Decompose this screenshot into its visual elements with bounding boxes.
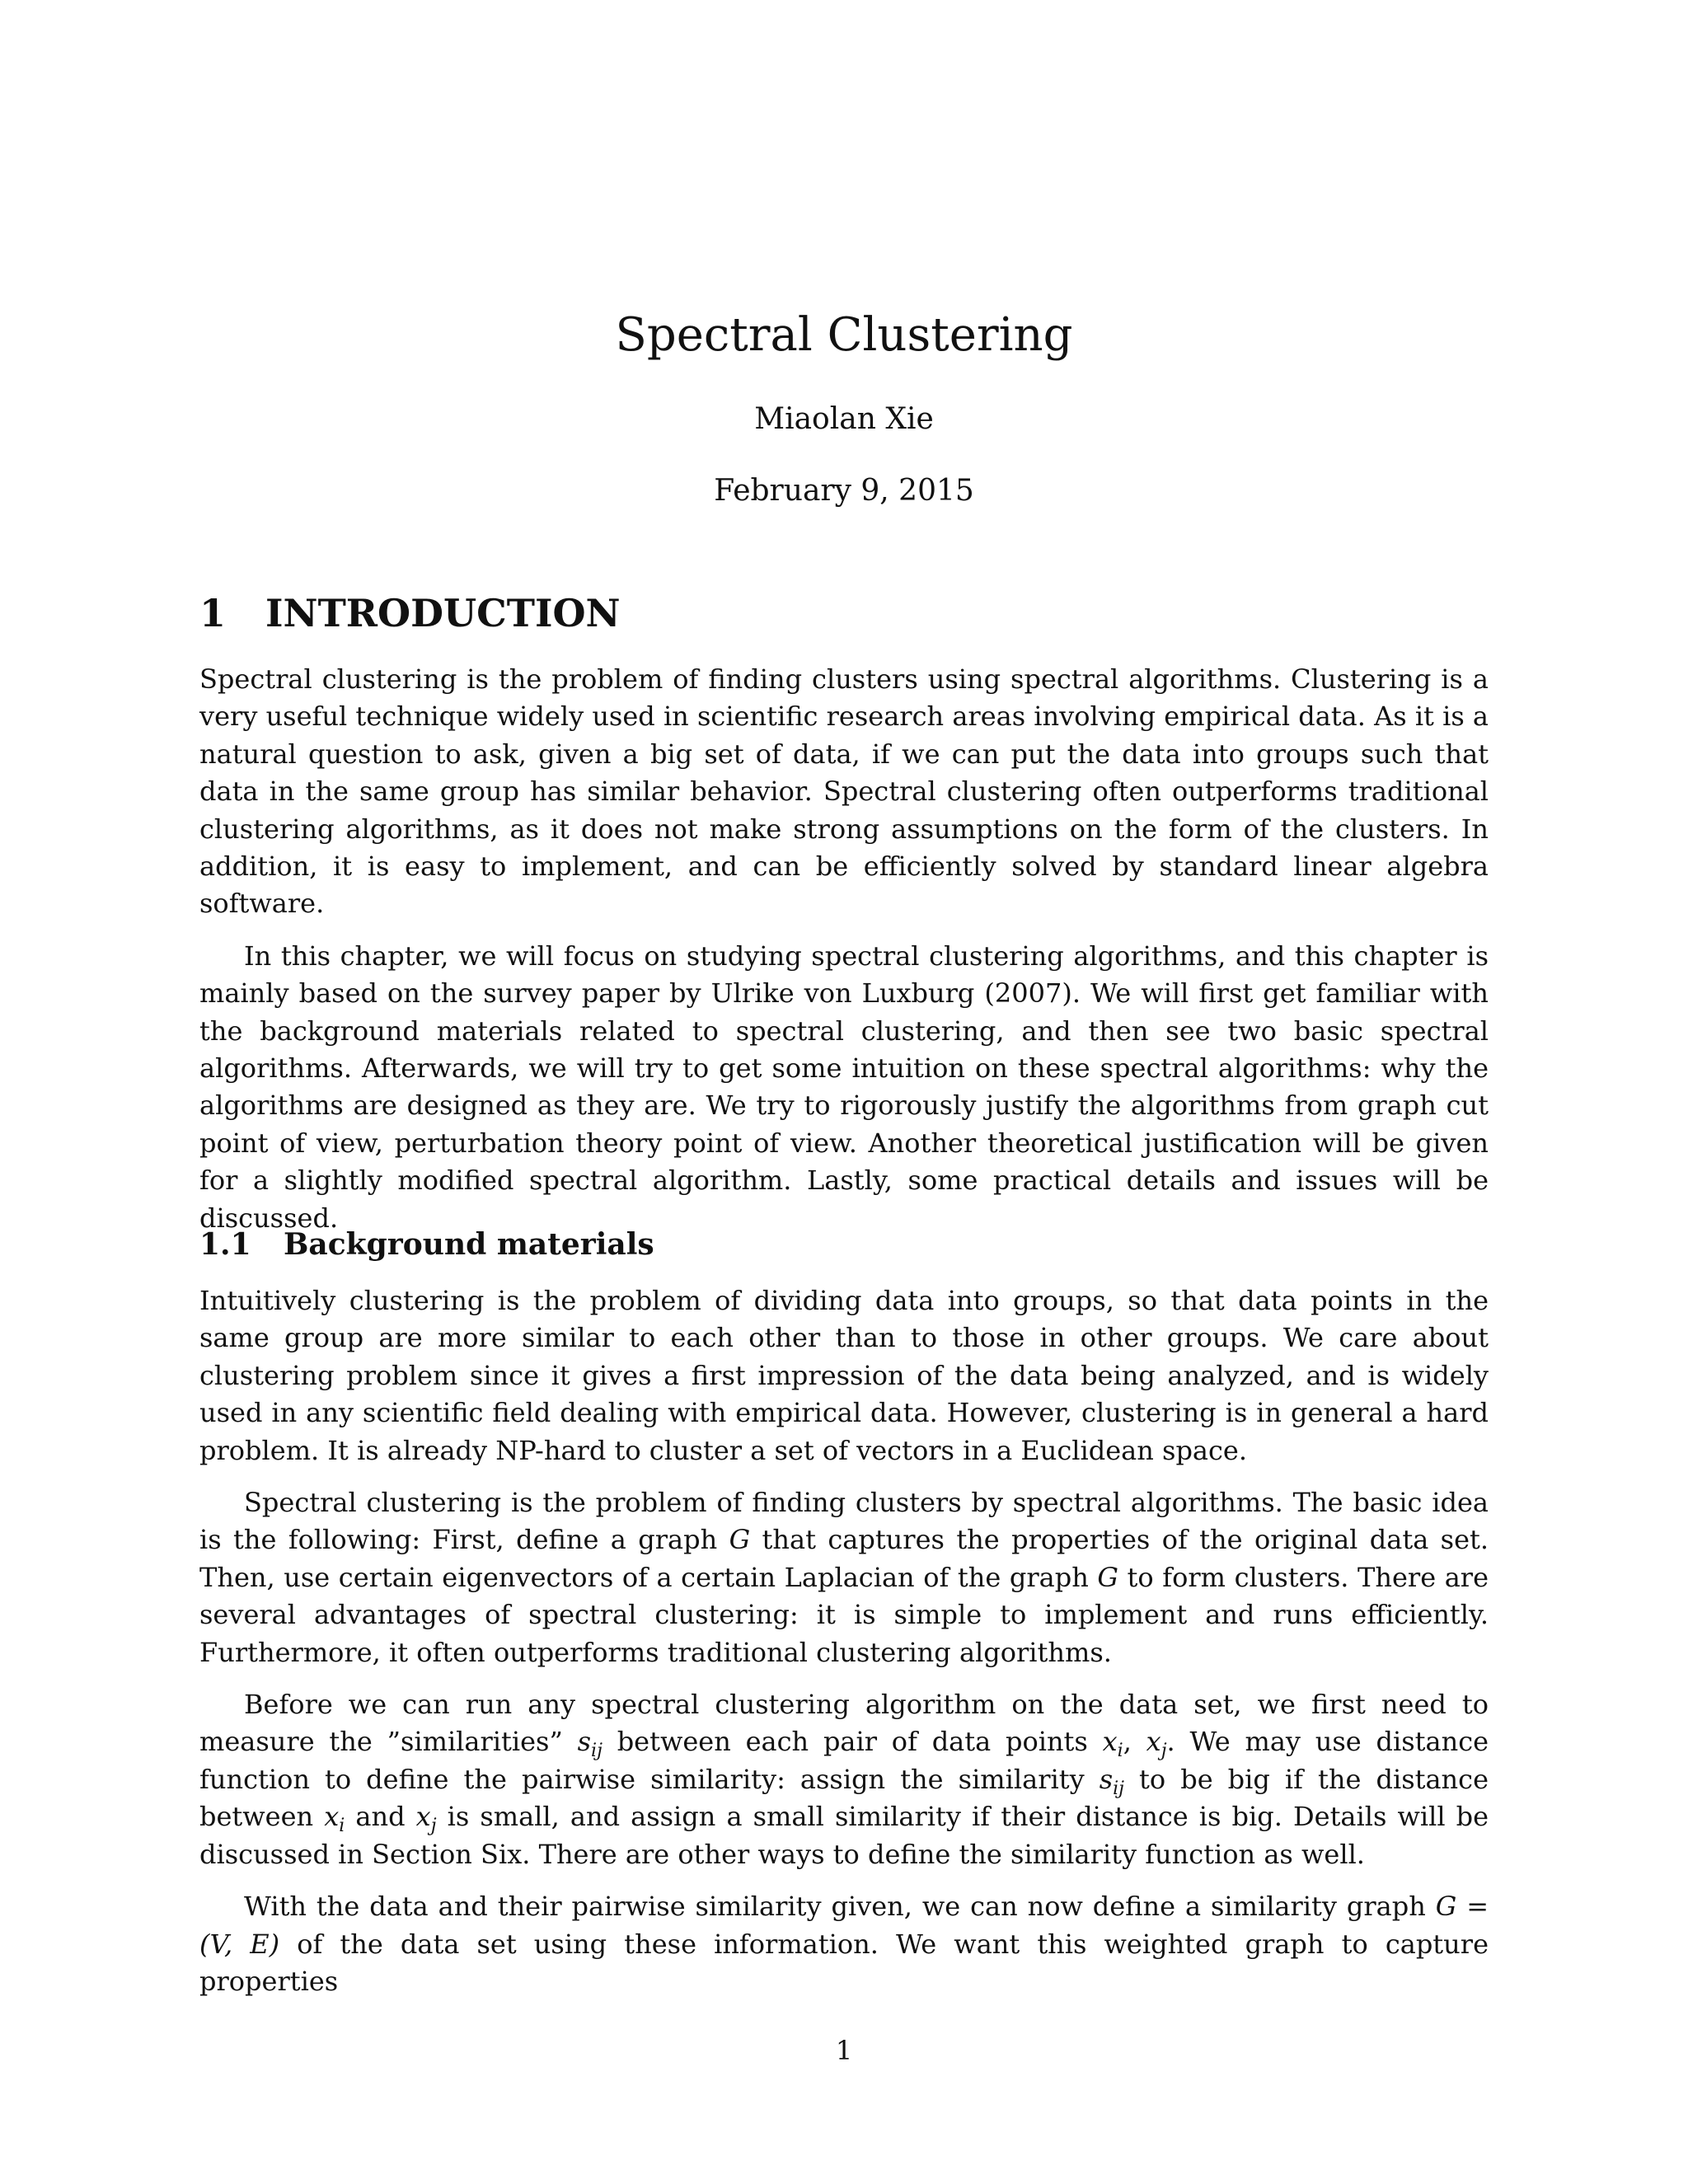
section-heading-introduction <box>199 588 621 638</box>
math-subscript: ij <box>591 1741 603 1762</box>
math-comma: , <box>1123 1726 1132 1758</box>
section-number: 1 <box>199 591 227 635</box>
subsection-number: 1.1 <box>199 1227 251 1262</box>
math-subscript: i <box>339 1816 345 1837</box>
math-x-j <box>1146 1726 1167 1762</box>
subsection-heading-background <box>199 1225 654 1264</box>
text-run: to be big if the distance between <box>199 1763 1489 1833</box>
math-symbol: s <box>577 1726 592 1758</box>
text-run: . We may use distance function to define the pairwise similarity: assign the similarity <box>199 1726 1489 1795</box>
intro-paragraph-1: Spectral clustering is the problem of finding clusters using spectral algorithms. Clustering is a very useful technique widely used in scientific research areas involving empirical data. As it is a natural question to ask, given a big set of data, if we can put the data into groups such that data in the same group has similar behavior. Spectral clustering often outperforms traditional clustering algorithms, as it does not make strong assumptions on the form of the clusters. In addition, it is easy to implement, and can be efficiently solved by standard linear algebra software. <box>199 663 1489 920</box>
math-symbol: x <box>415 1801 431 1833</box>
math-G: G <box>729 1524 751 1556</box>
paper-title: Spectral Clustering <box>615 308 1073 362</box>
math-subscript: j <box>1160 1741 1167 1762</box>
math-x-i <box>1102 1726 1123 1762</box>
text-run: to form clusters. There are several advantages of spectral clustering: it is simple to implement and runs efficiently. Furthermore, it often outperforms traditional clustering algorithms. <box>199 1561 1489 1668</box>
page-number: 1 <box>835 2035 853 2066</box>
background-body <box>199 1282 1489 2015</box>
subsection-title: Background materials <box>284 1227 654 1262</box>
math-symbol: s <box>1099 1763 1114 1795</box>
background-paragraph-1: Intuitively clustering is the problem of dividing data into groups, so that data points in the same group are more similar to each other than to those in other groups. We care about clustering problem since it gives a first impression of the data being analyzed, and is widely used in any scientific field dealing with empirical data. However, clustering is in general a hard problem. It is already NP-hard to cluster a set of vectors in a Euclidean space. <box>199 1285 1489 1466</box>
background-paragraph-4 <box>199 1888 1489 2000</box>
author-name: Miaolan Xie <box>754 402 934 436</box>
background-paragraph-3 <box>199 1686 1489 1873</box>
math-symbol: x <box>1146 1726 1161 1758</box>
introduction-body <box>199 661 1489 1252</box>
math-G: G <box>1097 1561 1118 1593</box>
math-s-ij <box>1099 1763 1124 1799</box>
math-V-E: (V, E) <box>199 1928 280 1960</box>
background-paragraph-2 <box>199 1484 1489 1671</box>
text-run: is small, and assign a small similarity if their distance is big. Details will be discussed in Section Six. There are other ways to define the similarity function as well. <box>199 1801 1489 1870</box>
section-title: INTRODUCTION <box>265 591 621 635</box>
text-run: between each pair of data points <box>617 1726 1088 1758</box>
math-x-i <box>324 1801 345 1837</box>
text-run: and <box>355 1801 406 1833</box>
intro-paragraph-2: In this chapter, we will focus on studying spectral clustering algorithms, and this chapter is mainly based on the survey paper by Ulrike von Luxburg (2007). We will first get familiar with the background materials related to spectral clustering, and then see two basic spectral algorithms. Afterwards, we will try to get some intuition on these spectral algorithms: why the algorithms are designed as they are. We try to rigorously justify the algorithms from graph cut point of view, perturbation theory point of view. Another theoretical justification will be given for a slightly modified spectral algorithm. Lastly, some practical details and issues will be discussed. <box>199 940 1489 1234</box>
publication-date: February 9, 2015 <box>714 474 974 508</box>
math-s-ij <box>577 1726 603 1762</box>
math-symbol: x <box>324 1801 340 1833</box>
math-subscript: i <box>1117 1741 1123 1762</box>
text-run: With the data and their pairwise similarity given, we can now define a similarity graph <box>244 1891 1426 1923</box>
math-subscript: j <box>430 1816 437 1837</box>
math-symbol: x <box>1102 1726 1118 1758</box>
text-run: Before we can run any spectral clustering algorithm on the data set, we first need to measure the ”similarities” <box>199 1689 1489 1758</box>
text-run: that captures the properties of the original data set. Then, use certain eigenvectors of a certain Laplacian of the graph <box>199 1524 1489 1593</box>
math-G-equals: G = <box>1435 1891 1489 1923</box>
math-subscript: ij <box>1113 1778 1124 1799</box>
text-run: of the data set using these information. We want this weighted graph to capture properties <box>199 1928 1489 1997</box>
text-run: Spectral clustering is the problem of finding clusters by spectral algorithms. The basic idea is the following: First, define a graph <box>199 1487 1489 1556</box>
math-x-j <box>415 1801 437 1837</box>
